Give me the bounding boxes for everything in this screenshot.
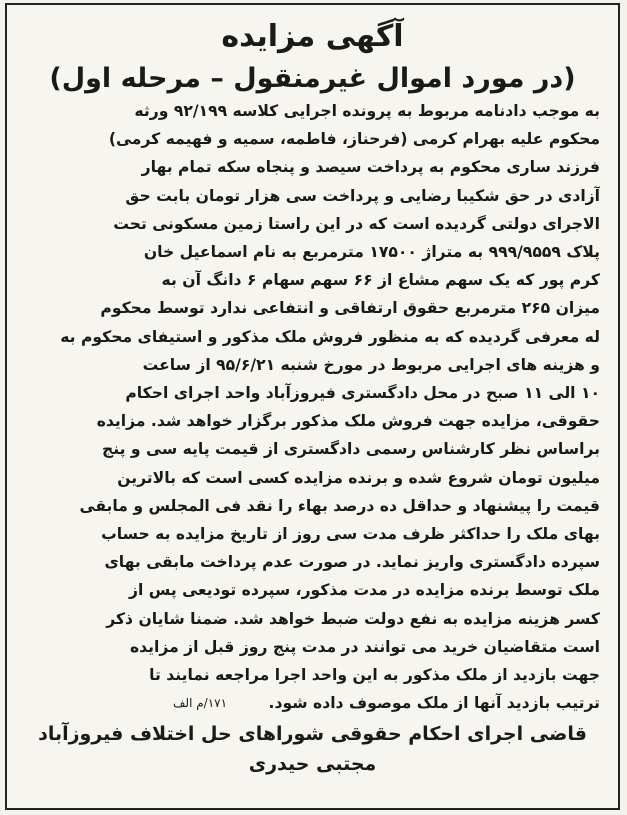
body-line: جهت بازدید از ملک مذکور به این واحد اجرا مراجعه نمایند تا (149, 666, 600, 685)
body-line: حقوقی، مزایده جهت فروش ملک مذکور برگزار خواهد شد. مزایده (96, 412, 600, 431)
body-line: آزادی در حق شکیبا رضایی و پرداخت سی هزار تومان بابت حق (125, 186, 600, 205)
body-last-line (23, 689, 600, 717)
body-line: کسر هزینه مزایده به نفع دولت ضبط خواهد شد. ضمنا شایان ذکر (106, 609, 600, 628)
body-line: ملک توسط برنده مزایده در مدت مذکور، سپرده تودیعی پس از (129, 581, 600, 600)
body-line: میزان ۲۶۵ مترمربع حقوق ارتفاقی و انتفاعی ندارد توسط محکوم (100, 299, 600, 318)
body-line: الاجرای دولتی گردیده است که در این راستا زمین مسکونی تحت (113, 214, 600, 233)
signer-title: قاضی اجرای احکام حقوقی شوراهای حل اختلاف فیروزآباد (38, 723, 587, 746)
body-line: فرزند ساری محکوم به پرداخت سیصد و پنجاه سکه تمام بهار (141, 158, 600, 177)
body-last-line-text: ترتیب بازدید آنها از ملک موصوف داده شود. (268, 694, 600, 713)
body-line: کرم پور که یک سهم مشاع از ۶۶ سهم سهام ۶ دانگ آن به (161, 271, 600, 290)
notice-body (7, 97, 618, 717)
body-line: محکوم علیه بهرام کرمی (فرحناز، فاطمه، سمیه و فهیمه کرمی) (108, 130, 600, 149)
body-line: به موجب دادنامه مربوط به پرونده اجرایی کلاسه ۹۲/۱۹۹ ورثه (134, 102, 600, 120)
body-line: و هزینه های اجرایی مربوط در مورخ شنبه ۹۵/۶/۲۱ از ساعت (142, 355, 600, 374)
body-line: قیمت را پیشنهاد و حداقل ده درصد بهاء را نقد فی المجلس و مابقی (79, 496, 600, 515)
body-line: بهای ملک را حداکثر ظرف مدت سی روز از تاریخ مزایده به حساب (101, 525, 600, 544)
reference-number: ۱۷۱/م الف (173, 696, 228, 711)
body-line: سپرده دادگستری واریز نماید. در صورت عدم پرداخت مابقی بهای (104, 553, 600, 572)
notice-clipping (5, 3, 620, 810)
notice-title: آگهی مزایده (221, 19, 404, 54)
body-line: له معرفی گردیده که به منظور فروش ملک مذکور و استیفای محکوم به (60, 327, 600, 346)
body-line: میلیون تومان شروع شده و برنده مزایده کسی است که بالاترین (117, 468, 600, 487)
body-line: براساس نظر کارشناس رسمی دادگستری از قیمت پایه سی و پنج (102, 440, 600, 459)
notice-subtitle: (در مورد اموال غیرمنقول – مرحله اول) (49, 63, 576, 94)
body-line: پلاک ۹۹۹/۹۵۵۹ به متراژ ۱۷۵۰۰ مترمربع به نام اسماعیل خان (143, 243, 600, 262)
body-line: ۱۰ الی ۱۱ صبح در محل دادگستری فیروزآباد واحد اجرای احکام (125, 384, 600, 403)
signer-name: مجتبی حیدری (248, 753, 377, 776)
body-line: است متقاضیان خرید می توانند در مدت پنج روز قبل از مزایده (129, 637, 600, 656)
